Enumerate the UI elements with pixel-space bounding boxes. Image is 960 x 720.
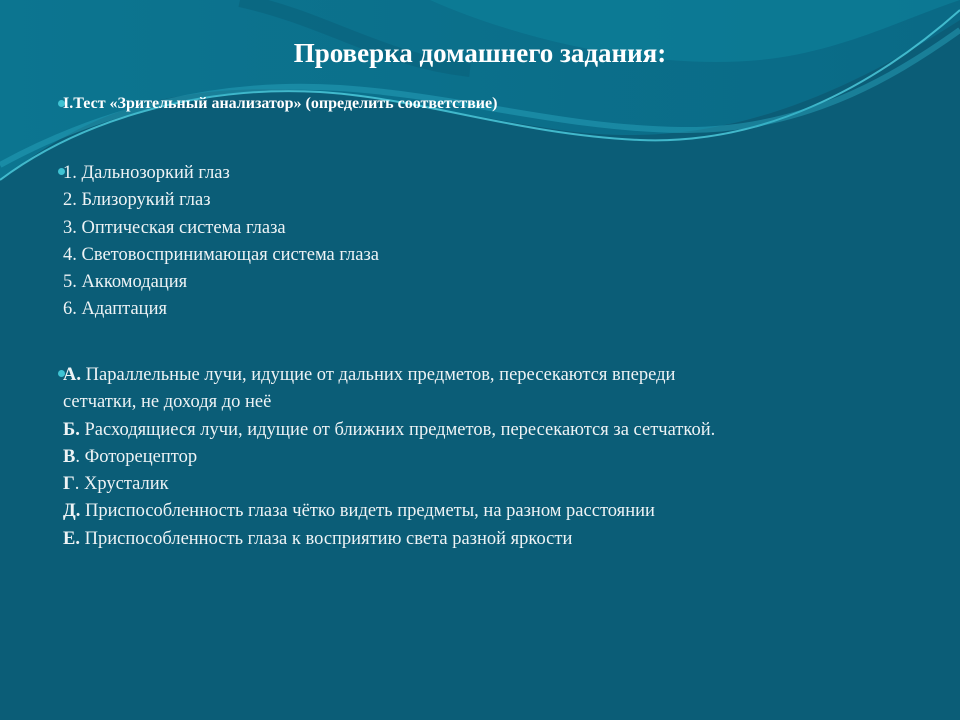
definition-letter: Б. <box>63 419 80 440</box>
term-item: 2. Близорукий глаз <box>63 190 211 211</box>
definition-letter: Г <box>63 474 75 495</box>
definition-item <box>63 498 715 525</box>
test-subtitle: I.Тест «Зрительный анализатор» (определить соответствие) <box>63 95 498 112</box>
definition-item-continuation: сетчатки, не доходя до неё <box>63 392 272 413</box>
definition-item <box>63 417 715 444</box>
definition-item <box>63 471 715 498</box>
definition-item <box>63 362 715 389</box>
slide-title: Проверка домашнего задания: <box>293 38 667 68</box>
term-item: 6. Адаптация <box>63 299 167 320</box>
definition-text: . Фоторецептор <box>75 446 198 467</box>
definition-letter: В <box>63 446 76 467</box>
definition-text: . Хрусталик <box>74 474 169 495</box>
definition-text: Приспособленность глаза чётко видеть предметы, на разном расстоянии <box>80 501 655 522</box>
term-item: 5. Аккомодация <box>63 272 188 293</box>
definition-item <box>63 526 715 553</box>
terms-list <box>63 160 379 324</box>
definition-letter: Е. <box>63 528 80 549</box>
definition-text: Расходящиеся лучи, идущие от ближних предметов, пересекаются за сетчаткой. <box>79 419 716 440</box>
definition-text: Параллельные лучи, идущие от дальних предметов, пересекаются впереди <box>81 365 676 385</box>
definition-letter: А. <box>63 365 81 385</box>
definition-text: Приспособленность глаза к восприятию света разной яркости <box>79 528 573 549</box>
term-item: 3. Оптическая система глаза <box>63 217 286 238</box>
definitions-list <box>63 362 715 553</box>
definition-item <box>63 444 715 471</box>
term-item: 4. Световоспринимающая система глаза <box>63 244 379 265</box>
definition-letter: Д. <box>63 501 81 522</box>
term-item: 1. Дальнозоркий глаз <box>63 163 230 183</box>
